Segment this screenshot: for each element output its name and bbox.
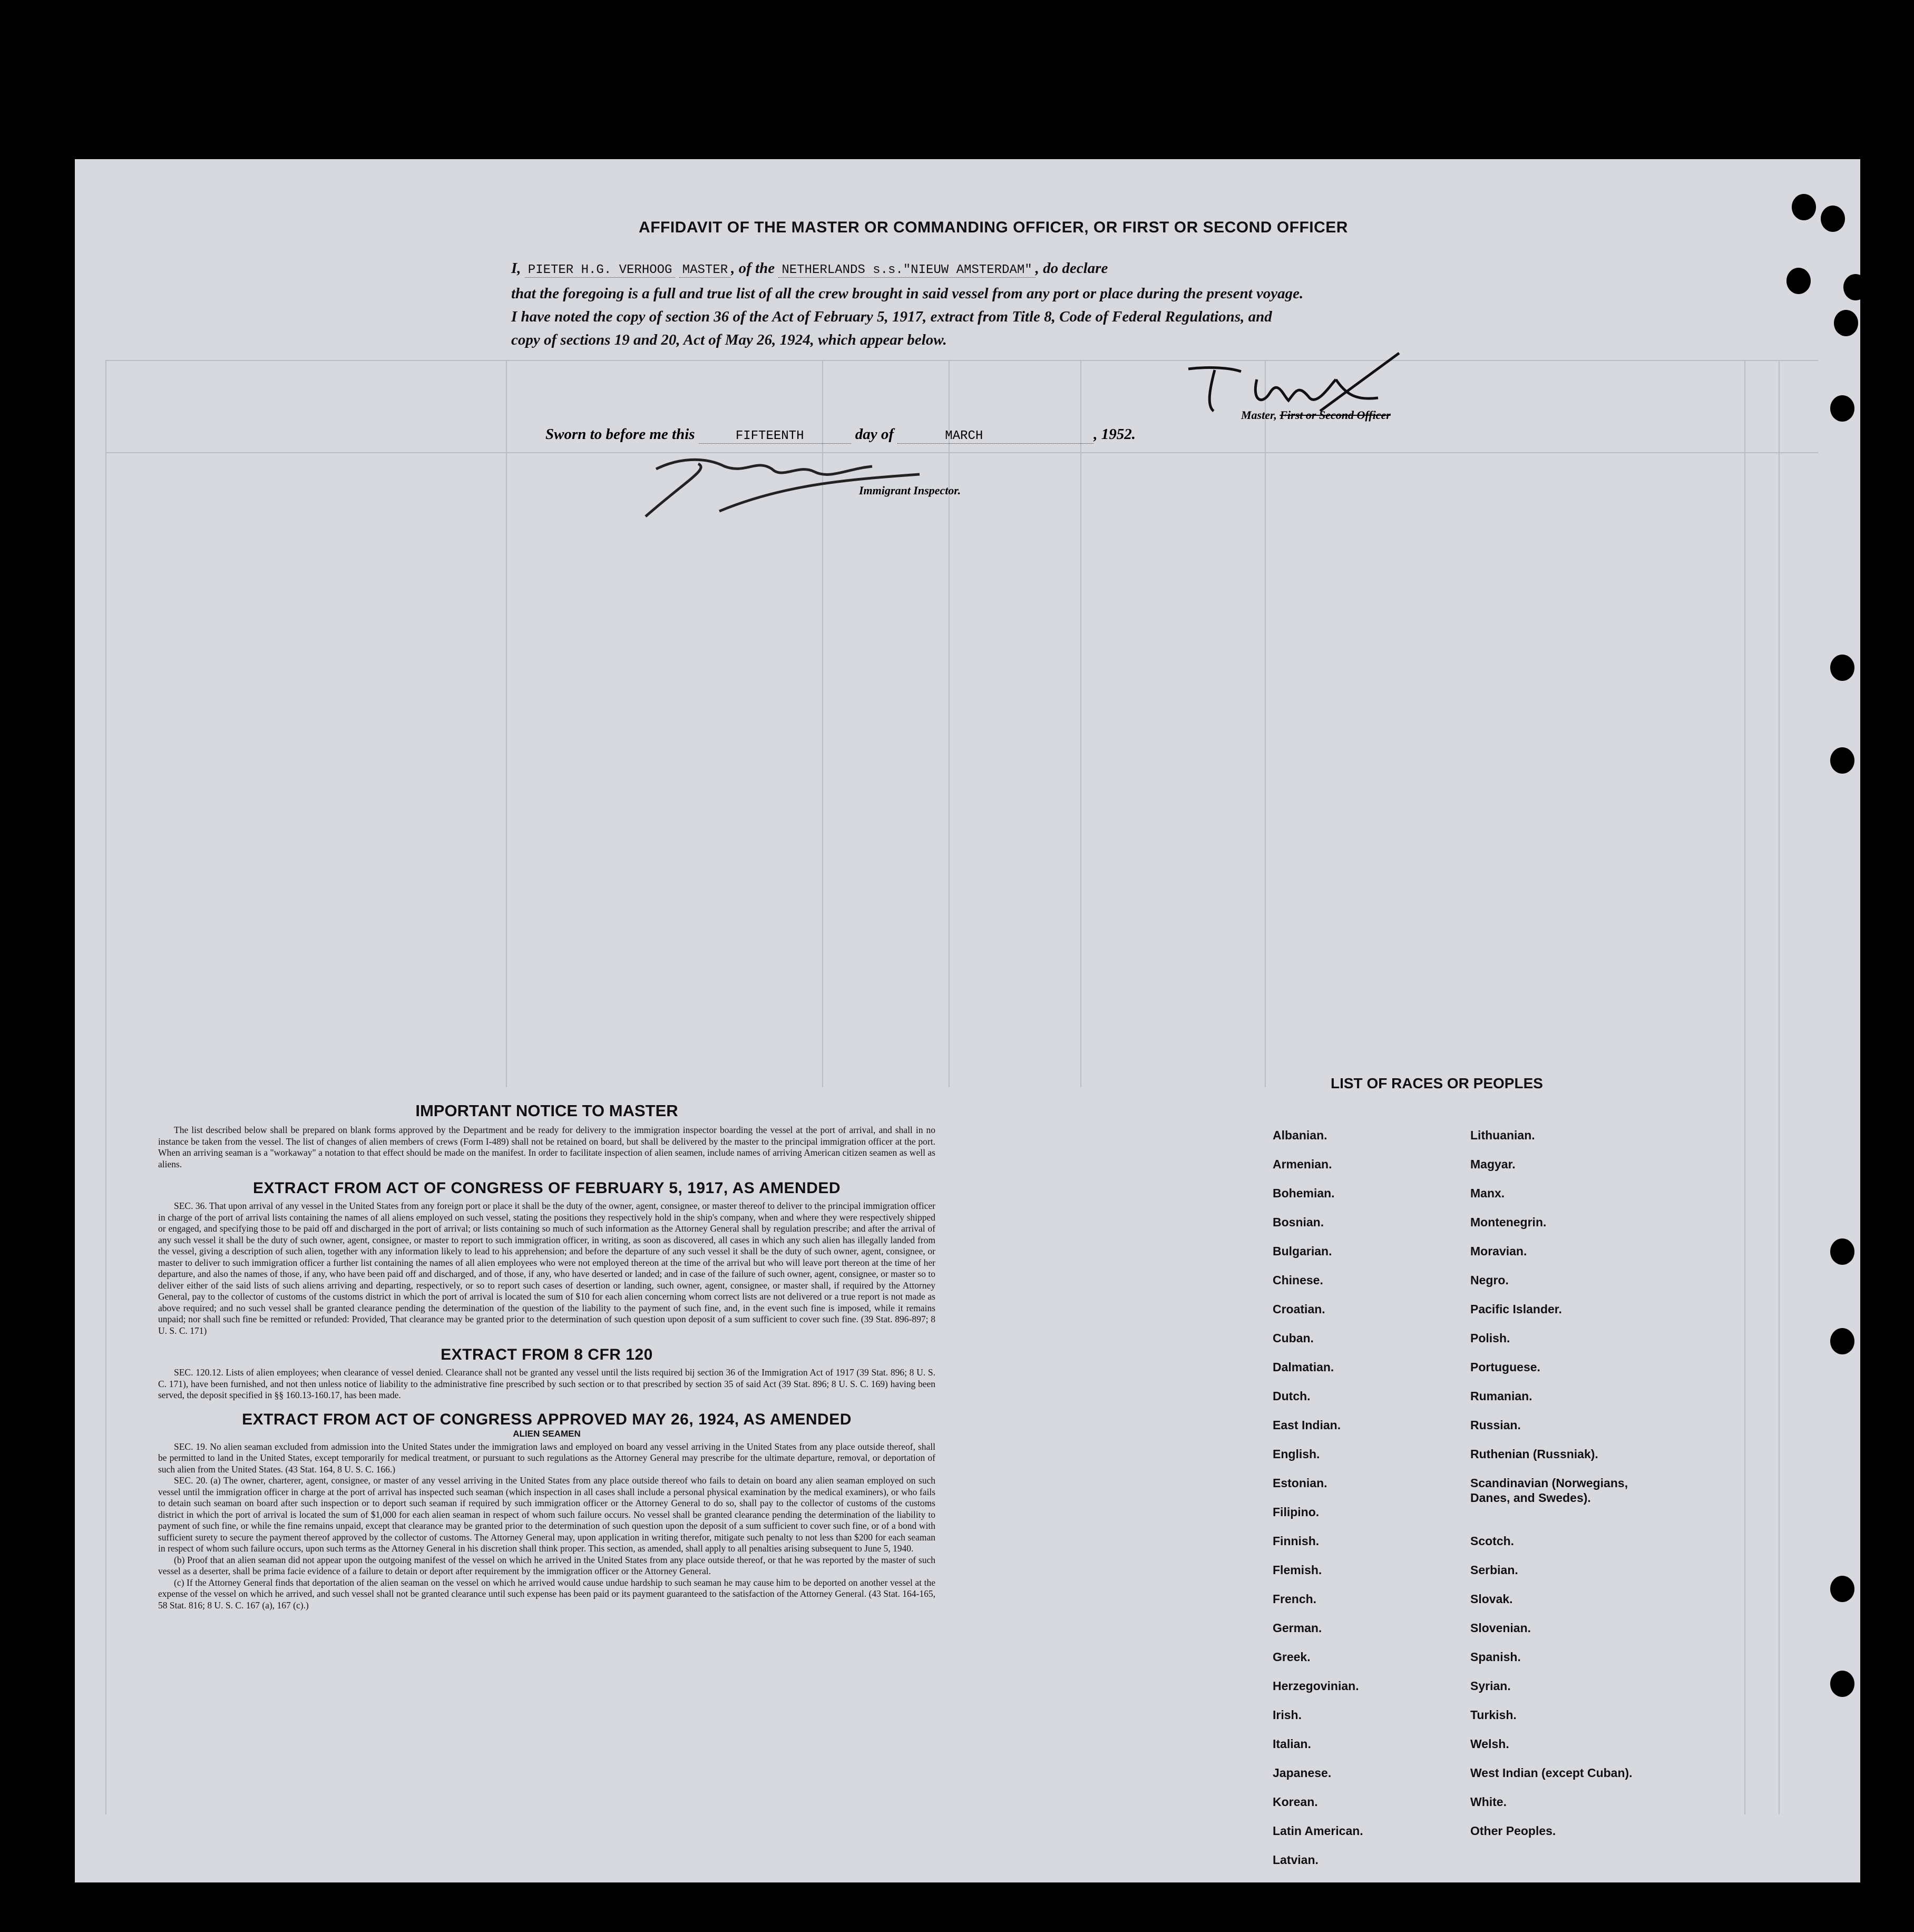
- race-item: Italian.: [1273, 1737, 1311, 1751]
- column-rule: [1779, 360, 1780, 1814]
- header-rule-2: [105, 452, 1818, 453]
- affidavit-prefix: I,: [511, 260, 521, 277]
- race-item: Manx.: [1470, 1186, 1505, 1200]
- column-rule: [105, 360, 106, 1814]
- race-item: Greek.: [1273, 1650, 1311, 1664]
- race-item: Pacific Islander.: [1470, 1302, 1562, 1316]
- race-item: German.: [1273, 1621, 1322, 1635]
- race-item: Turkish.: [1470, 1708, 1517, 1722]
- race-item: East Indian.: [1273, 1418, 1341, 1432]
- race-item: Scotch.: [1470, 1534, 1515, 1548]
- punch-hole: [1830, 655, 1854, 681]
- race-item: Portuguese.: [1470, 1360, 1540, 1374]
- punch-hole: [1830, 1576, 1854, 1602]
- inspector-caption: Immigrant Inspector.: [859, 484, 961, 497]
- section-20a-text: SEC. 20. (a) The owner, charterer, agent, consignee, or master of any vessel arriving in the United States from any place outside thereof who fails to detain on board any alien seaman employed on such vessel until the immigration officer in charge at the port of arrival has inspected such seaman (which inspection in all cases shall include a personal physical examination by the medical examiners), or who fails to detain such seaman on board after such inspection or to deport such seaman if required by such immigration officer or the Attorney General to do so, shall pay to the collector of customs of the customs district in which the port of arrival is located the sum of $1,000 for each alien seaman in respect of whom such failure occurs. No vessel shall be granted clearance pending the determination of the liability to payment of such fine, or while the fine remains unpaid, except that clearance may be granted prior to the determination of such question upon the deposit of a sum sufficient to cover such fine, or of a bond with sufficient surety to secure the payment thereof approved by the collector of customs. The Attorney General may, upon application in writing therefor, mitigate such penalty to not less than $200 for each seaman in respect of whom such failure occurs, upon such terms as the Attorney General in his discretion shall think proper. This section, as amended, shall apply to all penalties arising subsequent to June 5, 1940.: [158, 1475, 935, 1554]
- race-item: Russian.: [1470, 1418, 1521, 1432]
- races-left-column: [1273, 1128, 1363, 1881]
- race-item: Chinese.: [1273, 1273, 1323, 1287]
- punch-hole: [1786, 268, 1811, 294]
- sworn-day-field: FIFTEENTH: [699, 429, 852, 444]
- race-item: Albanian.: [1273, 1128, 1327, 1142]
- notice-title: IMPORTANT NOTICE TO MASTER: [415, 1101, 678, 1120]
- affidavit-line-3: I have noted the copy of section 36 of the Act of February 5, 1917, extract from Title 8, Code of Federal Regulations, and: [511, 308, 1272, 325]
- race-item: Scandinavian (Norwegians, Danes, and Swedes).: [1470, 1476, 1628, 1505]
- master-caption: [1241, 408, 1391, 422]
- race-item: Syrian.: [1470, 1679, 1511, 1693]
- race-item: Other Peoples.: [1470, 1824, 1556, 1838]
- affidavit-line-2: that the foregoing is a full and true list of all the crew brought in said vessel from any port or place during the present voyage.: [511, 285, 1304, 302]
- affidavit-suffix: , do declare: [1035, 260, 1108, 277]
- extract-cfr-title: EXTRACT FROM 8 CFR 120: [441, 1346, 653, 1363]
- extract-1917-title: EXTRACT FROM ACT OF CONGRESS OF FEBRUARY 5, 1917, AS AMENDED: [252, 1179, 841, 1197]
- punch-hole: [1834, 310, 1858, 336]
- notice-body: The list described below shall be prepared on blank forms approved by the Department and be ready for delivery to the immigration inspector boarding the vessel at the port of arrival, and shall in no instance be taken from the vessel. The list of changes of alien members of crews (Form I-489) shall not be retained on board, but shall be delivered by the master to the principal immigration officer at the port. When an arriving seaman is a "workaway" a notation to that effect should be made on the manifest. In order to facilitate inspection of alien seamen, include names of arriving American citizen seamen as well as aliens.: [158, 1125, 935, 1169]
- race-item: Filipino.: [1273, 1505, 1320, 1519]
- punch-hole: [1792, 194, 1816, 220]
- race-item: Croatian.: [1273, 1302, 1325, 1316]
- punch-hole: [1830, 395, 1854, 422]
- race-item: Moravian.: [1470, 1244, 1527, 1258]
- vessel-field: NETHERLANDS s.s."NIEUW AMSTERDAM": [778, 263, 1035, 278]
- race-item: Slovenian.: [1470, 1621, 1531, 1635]
- column-rule: [1080, 360, 1081, 1087]
- important-notice: [158, 1101, 935, 1611]
- section-19-text: SEC. 19. No alien seaman excluded from admission into the United States under the immigration laws and employed on board any vessel arriving in the United States from any place outside thereof, shall be permitted to land in the United States, except temporarily for medical treatment, or pursuant to such regulations as the Attorney General may prescribe for the ultimate departure, removal, or deportation of such alien from the United States. (43 Stat. 164, 8 U. S. C. 166.): [158, 1441, 935, 1475]
- punch-hole: [1830, 747, 1854, 774]
- sworn-prefix: Sworn to before me this: [545, 426, 695, 443]
- affidavit-title: AFFIDAVIT OF THE MASTER OR COMMANDING OFFICER, OR FIRST OR SECOND OFFICER: [639, 219, 1348, 236]
- affidavit-declaration: [511, 257, 1476, 352]
- affidavit-mid: , of the: [731, 260, 775, 277]
- race-item: Bulgarian.: [1273, 1244, 1332, 1258]
- affidavit-block: [511, 219, 1476, 352]
- column-rule: [506, 360, 507, 1087]
- race-item: Slovak.: [1470, 1592, 1513, 1606]
- punch-hole: [1830, 1238, 1854, 1265]
- officer-caption-struck: First or Second Officer: [1280, 408, 1391, 422]
- race-item: Irish.: [1273, 1708, 1302, 1722]
- race-item: Rumanian.: [1470, 1389, 1532, 1403]
- sworn-line: Sworn to before me this FIFTEENTH day of MARCH , 1952.: [545, 426, 1136, 443]
- race-item: Bosnian.: [1273, 1215, 1324, 1229]
- race-item: Polish.: [1470, 1331, 1510, 1345]
- sworn-year-prefix: , 19: [1093, 426, 1117, 443]
- alien-seamen-subtitle: ALIEN SEAMEN: [513, 1428, 581, 1439]
- race-item: White.: [1470, 1795, 1507, 1809]
- race-item: Serbian.: [1470, 1563, 1518, 1577]
- race-item: Japanese.: [1273, 1766, 1332, 1780]
- section-20b-text: (b) Proof that an alien seaman did not appear upon the outgoing manifest of the vessel on which he arrived in the United States from any place outside thereof, or that he was reported by the master of such vessel as a deserter, shall be prima facie evidence of a failure to detain or deport after requirement by the immigration officer or the Attorney General.: [158, 1554, 935, 1576]
- sworn-year-field: 52: [1116, 426, 1132, 443]
- race-item: Welsh.: [1470, 1737, 1509, 1751]
- race-item: Ruthenian (Russniak).: [1470, 1447, 1598, 1461]
- master-name-field: PIETER H.G. VERHOOG: [525, 263, 676, 278]
- race-item: French.: [1273, 1592, 1317, 1606]
- race-item: Finnish.: [1273, 1534, 1320, 1548]
- punch-hole: [1830, 1328, 1854, 1354]
- race-item: Spanish.: [1470, 1650, 1521, 1664]
- race-item: English.: [1273, 1447, 1320, 1461]
- race-item: Bohemian.: [1273, 1186, 1335, 1200]
- race-item: Latin American.: [1273, 1824, 1363, 1838]
- race-item: Armenian.: [1273, 1157, 1332, 1171]
- affidavit-line-4: copy of sections 19 and 20, Act of May 26, 1924, which appear below.: [511, 331, 947, 348]
- race-item: Cuban.: [1273, 1331, 1314, 1345]
- section-20c-text: (c) If the Attorney General finds that deportation of the alien seaman on the vessel on which he arrived would cause undue hardship to such seaman he may cause him to be deported on another vessel at the expense of the vessel on which he arrived, and such vessel shall not be granted clearance until such expense has been paid or its payment guaranteed to the satisfaction of the Attorney General. (43 Stat. 164-165, 58 Stat. 816; 8 U. S. C. 167 (a), 167 (c).): [158, 1577, 935, 1611]
- race-item: Latvian.: [1273, 1853, 1319, 1867]
- race-item: Flemish.: [1273, 1563, 1322, 1577]
- extract-cfr-body: SEC. 120.12. Lists of alien employees; when clearance of vessel denied. Clearance shall not be granted any vessel until the lists required bij section 36 of the Immigration Act of 1917 (39 Stat. 896; 8 U. S. C. 171), have been furnished, and not then unless notice of liability to the administrative fine prescribed by such section or to that prescribed by section 35 of said Act (39 Stat. 896; 8 U. S. C. 169) having been served, the deposit specified in §§ 160.13-160.17, has been made.: [158, 1367, 935, 1400]
- extract-1917-body: SEC. 36. That upon arrival of any vessel in the United States from any foreign port or place it shall be the duty of the owner, agent, consignee, or master thereof to deliver to the principal immigration officer in charge of the port of arrival lists containing the names of all aliens employed on such vessel, stating the positions they respectively hold in the ship's company, when and where they were respectively shipped or engaged, and specifying those to be paid off and discharged in the port of arrival; or lists containing so much of such information as the Attorney General shall by regulation prescribe; and after the arrival of any such vessel it shall be the duty of such owner, agent, consignee, or master to report to such immigration officer, in writing, as soon as discovered, all cases in which any such alien has illegally landed from the vessel, giving a description of such alien, together with any information likely to lead to his apprehension; and before the departure of any such vessel it shall be the duty of such owner, agent, consignee, or master to deliver to such immigration officer a further list containing the names of all alien employees who were not employed thereon at the time of the arrival but who will leave port thereon at the time of her departure, and also the names of those, if any, who have been paid off and discharged, and of those, if any, who have deserted or landed; and in case of the failure of such owner, agent, consignee, or master so to deliver either of the said lists of such aliens arriving and departing, respectively, or so to report such cases of desertion or landing, such owner, agent, consignee, or master shall, if required by the Attorney General, pay to the collector of customs of the customs district in which the port of arrival is located the sum of $10 for each alien concerning whom correct lists are not delivered or a true report is not made as above required; and no such vessel shall be granted clearance pending the determination of the question of the liability to the payment of such fine, and, in the event such fine is imposed, while it remains unpaid; nor shall such fine be remitted or refunded: Provided, That clearance may be granted prior to the determination of such question upon deposit of a sum sufficient to cover such fine. (39 Stat. 896-897; 8 U. S. C. 171): [158, 1201, 935, 1336]
- extract-1924-title: EXTRACT FROM ACT OF CONGRESS APPROVED MAY 26, 1924, AS AMENDED: [242, 1410, 852, 1428]
- race-item: Negro.: [1470, 1273, 1509, 1287]
- punch-hole: [1843, 274, 1868, 300]
- punch-hole: [1863, 252, 1887, 278]
- race-item: Magyar.: [1470, 1157, 1516, 1171]
- header-rule: [105, 360, 1818, 361]
- race-item: Estonian.: [1273, 1476, 1327, 1490]
- race-item: Herzegovinian.: [1273, 1679, 1359, 1693]
- race-item: Lithuanian.: [1470, 1128, 1535, 1142]
- punch-hole: [1821, 206, 1845, 232]
- rank-field: MASTER: [679, 263, 731, 278]
- master-caption-label: Master,: [1241, 408, 1277, 422]
- race-item: West Indian (except Cuban).: [1470, 1766, 1633, 1780]
- sworn-mid: day of: [855, 426, 894, 443]
- column-rule: [1744, 360, 1745, 1814]
- column-rule: [1265, 360, 1266, 1087]
- races-title: LIST OF RACES OR PEOPLES: [1331, 1075, 1543, 1091]
- race-item: Dalmatian.: [1273, 1360, 1334, 1374]
- punch-hole: [1830, 1671, 1854, 1697]
- race-item: Dutch.: [1273, 1389, 1311, 1403]
- races-right-column: [1470, 1128, 1644, 1852]
- race-item: Montenegrin.: [1470, 1215, 1547, 1229]
- race-item: Korean.: [1273, 1795, 1318, 1809]
- sworn-month-field: MARCH: [897, 429, 1093, 444]
